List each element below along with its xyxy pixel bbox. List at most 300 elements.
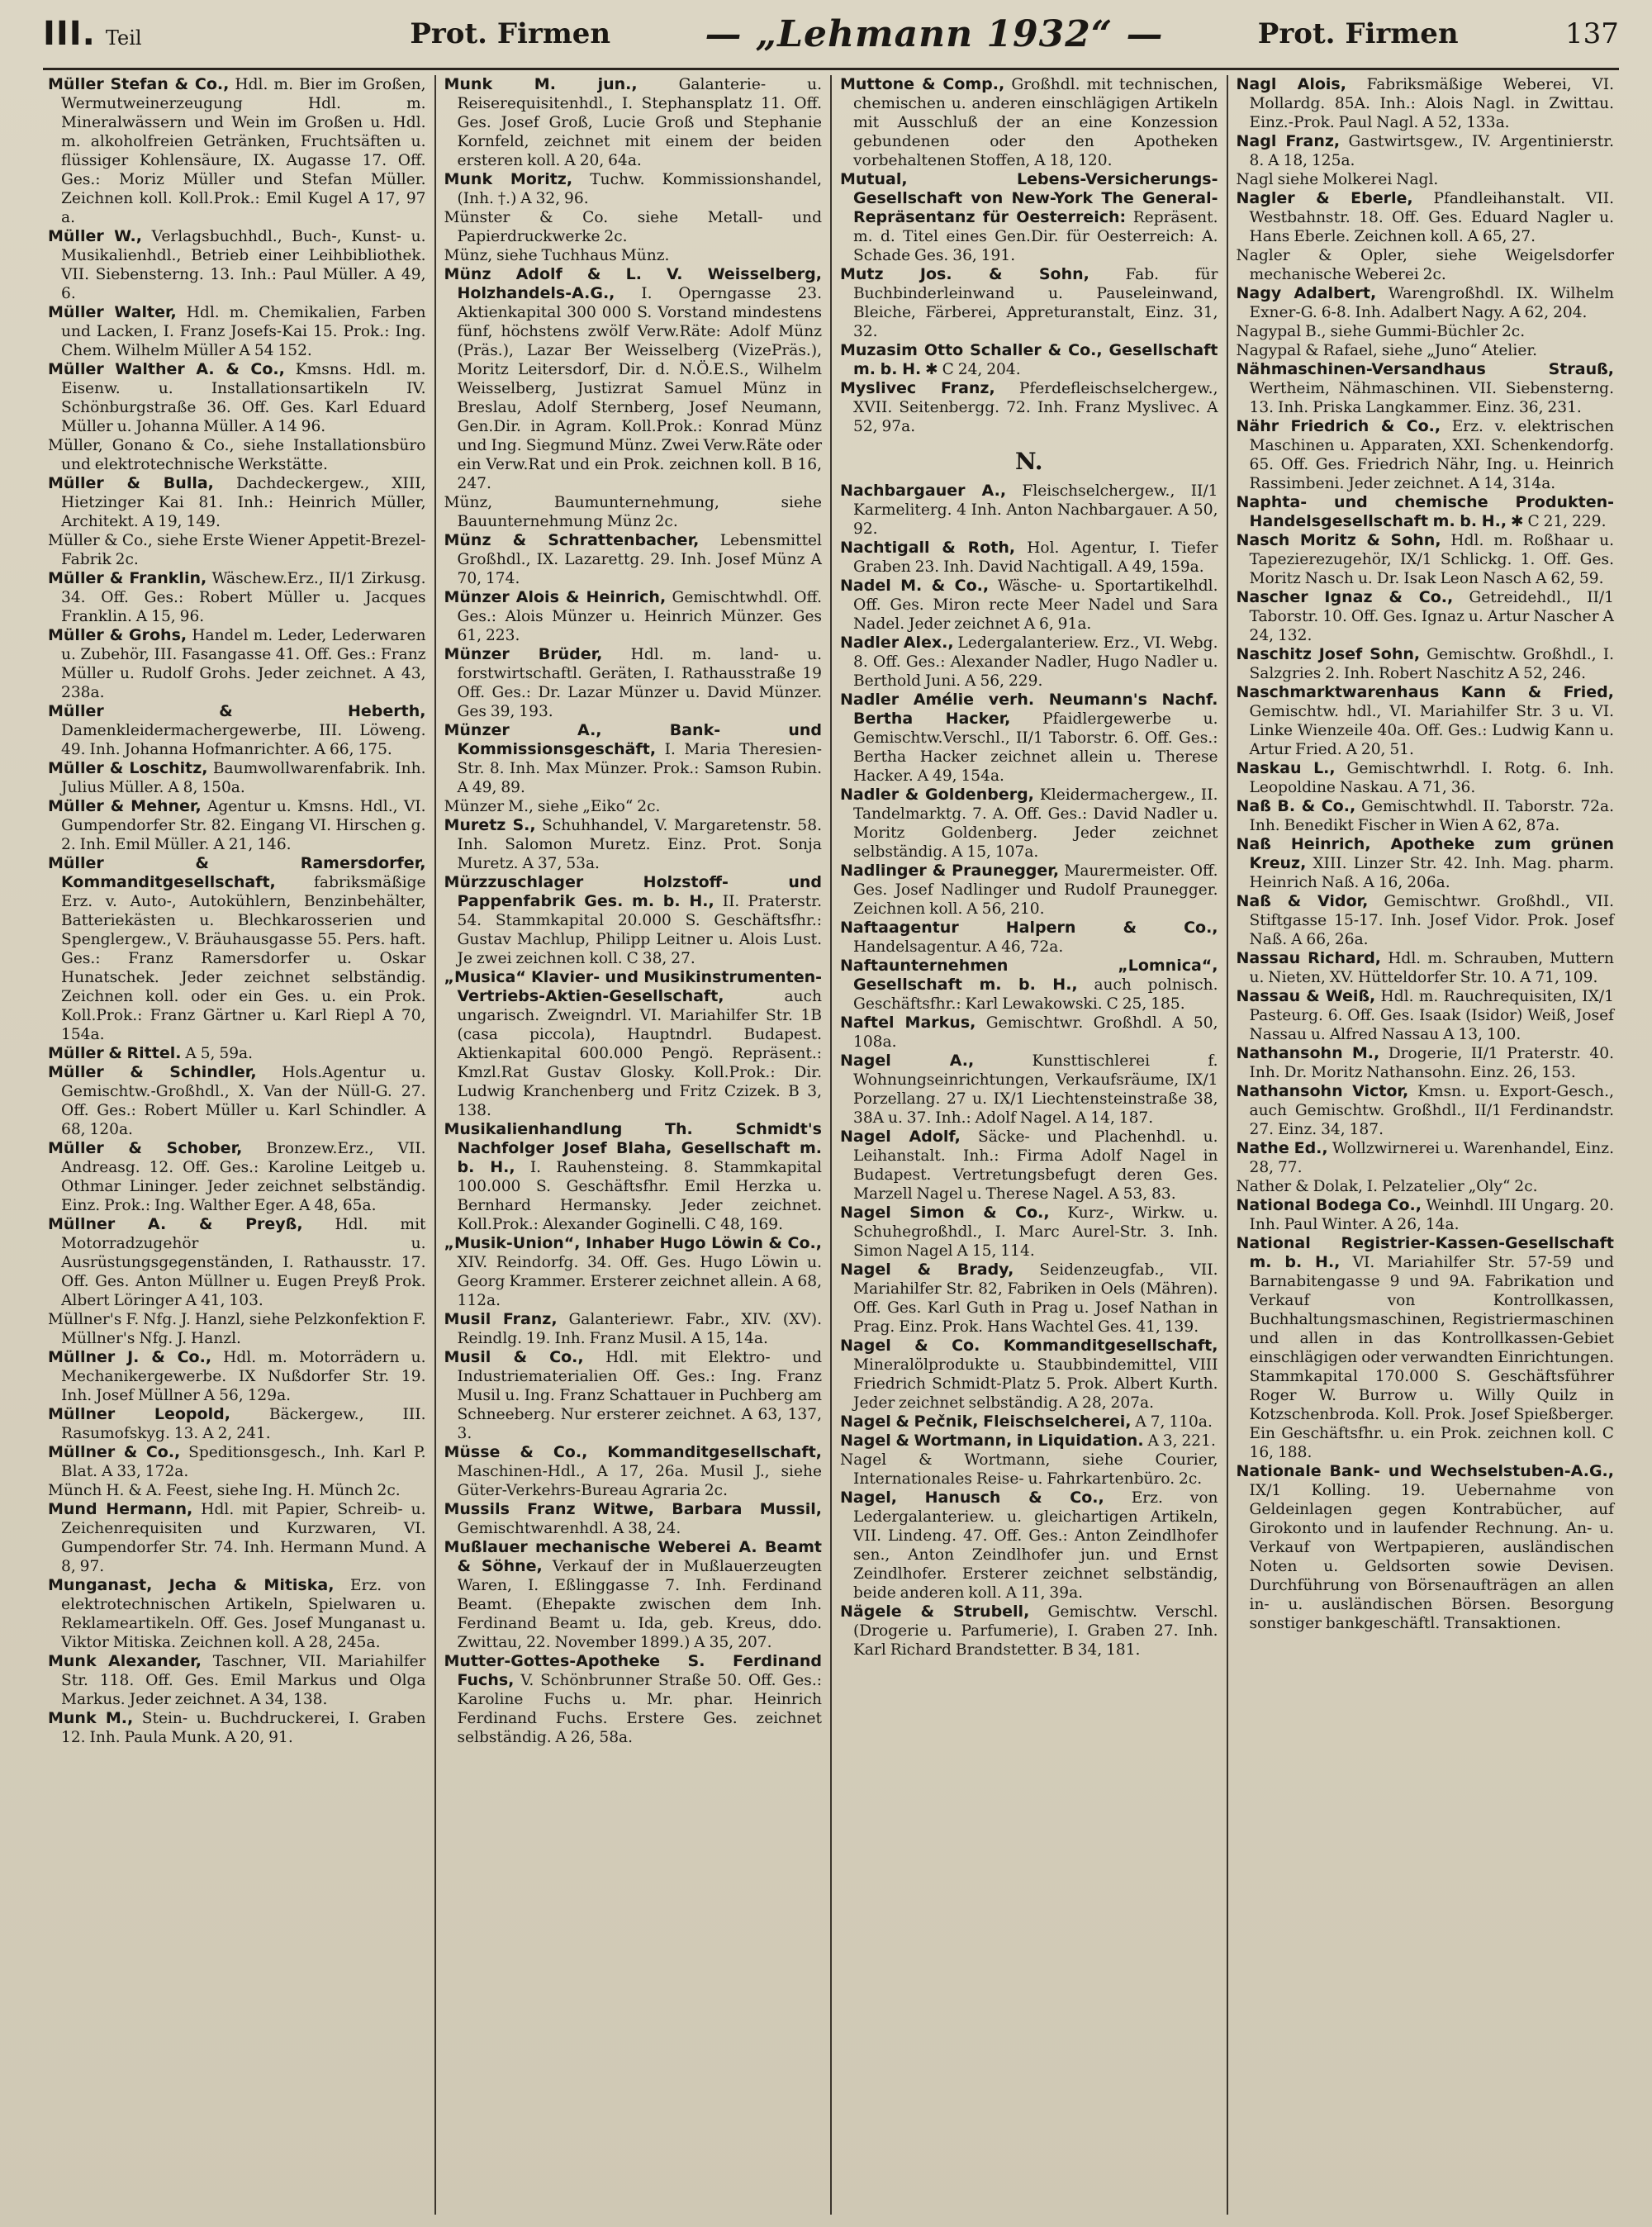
entry-details: Erz. von elektrotechnischen Artikeln, Spielwaren u. Reklameartikeln. Off. Ges. Josef Munganast u. Viktor Mitiska. Zeichnen koll. A 28, 245a. [61,1577,426,1651]
firm-name: Müller & Grohs, [48,626,188,644]
entry-details: Gemischtwr. Großhdl., VII. Stiftgasse 15-17. Inh. Josef Vidor. Prok. Josef Naß. A 66, 26a. [1249,893,1614,948]
firm-name: National Registrier-Kassen-Gesellschaft m. b. H., [1236,1234,1614,1271]
firm-name: Müller Stefan & Co., [48,75,230,93]
directory-entry [840,1204,1218,1261]
directory-entry [840,341,1218,379]
entry-details: A 5, 59a. [185,1045,254,1062]
entry-details: Mineralölprodukte u. Staubbindemittel, VIII Friedrich Schmidt-Platz 5. Prok. Albert Kurth. Jeder zeichnet selbständig. A 28, 207a. [853,1356,1218,1412]
entry-details: Säcke- und Plachenhdl. u. Leihanstalt. Inh.: Firma Adolf Nagel in Budapest. Vertretungsbefugt deren Ges. Marzell Nagel u. Therese Nagel. A 53, 83. [853,1128,1218,1203]
directory-entry [840,1052,1218,1128]
firm-name: Musil & Co., [444,1348,584,1366]
directory-entry [444,968,823,1120]
directory-entry [1237,417,1615,493]
directory-entry [1237,246,1615,284]
directory-entry [444,493,823,531]
directory-entry [840,1014,1218,1052]
entry-details: Hdl. m. Roßhaar u. Tapezierezugehör, IX/1 Schlickg. 1. Off. Ges. Moritz Nasch u. Dr. Isak Leon Nasch A 62, 59. [1249,532,1614,587]
firm-name: Müller & Bulla, [48,474,214,492]
entry-details: Wollzwirnerei u. Warenhandel, Einz. 28, 77. [1249,1140,1614,1176]
directory-entry [840,1432,1218,1451]
entry-details: Verlagsbuchhdl., Buch-, Kunst- u. Musikalienhdl., Betrieb einer Leihbibliothek. VII. Siebensterng. 13. Inh.: Paul Müller. A 49, 6. [61,228,426,302]
firm-name: Munganast, Jecha & Mitiska, [48,1576,335,1594]
directory-entry [840,1413,1218,1432]
directory-entry [48,759,426,797]
directory-entry [444,816,823,873]
firm-name: Myslivec Franz, [840,379,995,397]
entry-details: VI. Mariahilfer Str. 57-59 und Barnabitengasse 9 und 9A. Fabrikation und Verkauf von Kontrollkassen, Buchhaltungsmaschinen, Registriermaschinen und allen in das Kontrollkassen-Gebiet einschlägigen oder verwandten Einrichtungen. Stammkapital 170.000 S. Geschäftsführer Roger W. Burrow u. Willy Quilz in Kotzschenbroda. Koll. Prok. Josef Spießberger. Ein Geschäftsfhr. u. ein Prok. zeichnen koll. C 16, 188. [1249,1254,1615,1461]
entry-details: Pfaidlergewerbe u. Gemischtw.Verschl., II/1 Taborstr. 6. Off. Ges.: Bertha Hacker zeichnet allein u. Therese Hacker. A 49, 154a. [853,710,1218,785]
directory-entry [48,1500,426,1576]
firm-name: Munk M., [48,1709,134,1727]
entry-details: Nagl siehe Molkerei Nagl. [1236,171,1439,188]
firm-name: Müller & Rittel. [48,1044,182,1062]
entry-details: Gemischtwrhdl. I. Rotg. 6. Inh. Leopoldine Naskau. A 71, 36. [1249,760,1614,796]
directory-entry [48,1063,426,1139]
entry-details: Warengroßhdl. IX. Wilhelm Exner-G. 6-8. Inh. Adalbert Nagy. A 62, 204. [1249,285,1614,321]
entry-details: Hdl. m. Bier im Großen, Wermutweinerzeugung Hdl. m. Mineralwässern und Wein im Großen u. Hdl. m. alkoholfreien Getränken, Fruchtsäften u. flüssiger Kohlensäure, IX. Augasse 17. Off. Ges.: Moriz Müller und Stefan Müller. Zeichnen koll. Koll.Prok.: Emil Kugel A 17, 97 a. [61,76,426,226]
firm-name: Naß Heinrich, Apotheke zum grünen Kreuz, [1236,835,1614,872]
firm-name: Musil Franz, [444,1310,558,1328]
directory-entry [840,265,1218,341]
directory-entry [1237,1462,1615,1633]
directory-entry [48,1139,426,1215]
directory-entry [444,1120,823,1234]
entry-details: Hdl. m. Motorrädern u. Mechanikergewerbe. IX Nußdorfer Str. 19. Inh. Josef Müllner A 56, 129a. [61,1349,426,1404]
firm-name: „Musik-Union“, Inhaber Hugo Löwin & Co., [444,1234,822,1252]
directory-entry [840,482,1218,539]
column-3 [832,75,1228,2215]
directory-entry [48,797,426,854]
directory-entry [444,1500,823,1538]
column-1 [40,75,436,2215]
directory-entry [444,75,823,170]
firm-name: Münz & Schrattenbacher, [444,531,700,549]
entry-details: Hdl. m. Chemikalien, Farben und Lacken, I. Franz Josefs-Kai 15. Prok.: Ing. Chem. Wilhelm Müller A 54 152. [61,304,426,359]
header-title: — „Lehmann 1932“ — [705,12,1164,55]
directory-entry [444,531,823,588]
header-part [43,15,316,53]
directory-entry [1237,1044,1615,1082]
entry-details: Maurermeister. Off. Ges. Josef Nadlinger und Rudolf Praunegger. Zeichnen koll. A 56, 210. [853,862,1218,918]
directory-entry [840,919,1218,957]
directory-entry [840,1489,1218,1603]
entry-details: Seidenzeugfab., VII. Mariahilfer Str. 82, Fabriken in Oels (Mähren). Off. Ges. Karl Guth in Prag u. Josef Nathan in Prag. Einz. Prok. Hans Wachtel Ges. 41, 139. [853,1261,1218,1336]
firm-name: Munk Alexander, [48,1652,202,1670]
entry-details: Baumwollwarenfabrik. Inh. Julius Müller. A 8, 150a. [61,760,426,796]
entry-details: Nather & Dolak, I. Pelzatelier „Oly“ 2c. [1236,1178,1538,1195]
entry-details: Münz, siehe Tuchhaus Münz. [444,247,670,264]
entry-details: Erz. von Ledergalanteriew. u. gleichartigen Artikeln, VII. Lindeng. 47. Off. Ges.: Anton Zeindlhofer sen., Anton Zeindlhofer jun. und Ernst Zeindlhofer. Ersterer zeichnet selbständig, beide anderen koll. A 11, 39a. [853,1489,1218,1602]
firm-name: Nathansohn M., [1236,1044,1380,1062]
directory-entry [840,957,1218,1014]
firm-name: Mußlauer mechanische Weberei A. Beamt & Söhne, [444,1538,822,1575]
directory-entry [1237,531,1615,588]
directory-entry [1237,588,1615,645]
directory-entry [1237,322,1615,341]
entry-details: Wäsche- u. Sportartikelhdl. Off. Ges. Miron recte Meer Nadel und Sara Nadel. Jeder zeichnet A 6, 91a. [853,577,1218,633]
directory-entry [444,1538,823,1652]
entry-details: Gemischtw. hdl., VI. Mariahilfer Str. 3 u. VI. Linke Wienzeile 40a. Off. Ges.: Ludwig Kann u. Artur Fried. A 20, 51. [1249,703,1614,758]
entry-details: Dachdeckergew., XIII, Hietzinger Kai 81. Inh.: Heinrich Müller, Architekt. A 19, 149. [61,475,426,530]
directory-entry [1237,341,1615,360]
entry-details: Kleidermachergew., II. Tandelmarktg. 7. A. Off. Ges.: David Nadler u. Moritz Goldenberg. Jeder zeichnet selbständig. A 15, 107a. [853,786,1218,861]
directory-entry [1237,1139,1615,1177]
directory-entry [444,1652,823,1747]
firm-name: Münzer Brüder, [444,645,603,663]
directory-entry [1237,493,1615,531]
firm-name: Nascher Ignaz & Co., [1236,588,1454,606]
entry-details: Münch H. & A. Feest, siehe Ing. H. Münch 2c. [48,1482,401,1499]
directory-entry [1237,892,1615,949]
firm-name: National Bodega Co., [1236,1196,1422,1214]
firm-name: Nähmaschinen-Versandhaus Strauß, [1236,360,1614,378]
entry-details: XIV. Reindorfg. 34. Off. Ges. Hugo Löwin u. Georg Krammer. Ersterer zeichnet allein. A 68, 112a. [457,1254,822,1309]
directory-entry [48,1348,426,1405]
firm-name: Müllner Leopold, [48,1405,230,1423]
columns [40,75,1622,2215]
directory-entry [840,170,1218,265]
directory-entry [1237,360,1615,417]
firm-name: Müller & Schober, [48,1139,243,1157]
firm-name: Münzer A., Bank- und Kommissionsgeschäft, [444,721,822,758]
entry-details: Weinhdl. III Ungarg. 20. Inh. Paul Winter. A 26, 14a. [1249,1197,1614,1233]
column-4 [1228,75,1623,2215]
entry-details: Pfandleihanstalt. VII. Westbahnstr. 18. Off. Ges. Eduard Nagler u. Hans Eberle. Zeichnen koll. A 65, 27. [1249,190,1615,245]
entry-details: II. Praterstr. 54. Stammkapital 20.000 S. Geschäftsfhr.: Gustav Machlup, Philipp Leitner u. Alois Lust. Je zwei zeichnen koll. C 38, 27. [457,893,822,967]
entry-details: auch polnisch. Geschäftsfhr.: Karl Lewakowski. C 25, 185. [853,976,1218,1013]
firm-name: Mürzzuschlager Holzstoff- und Pappenfabrik Ges. m. b. H., [444,873,822,910]
firm-name: Müller Walter, [48,303,177,321]
directory-entry [444,797,823,816]
directory-entry [48,854,426,1044]
entry-details: Bronzew.Erz., VII. Andreasg. 12. Off. Ges.: Karoline Leitgeb u. Othmar Lininger. Jeder zeichnet selbständig. Einz. Prok.: Ing. Walther Eger. A 48, 65a. [61,1140,426,1214]
directory-entry [48,1709,426,1747]
entry-details: Maschinen-Hdl., A 17, 26a. Musil J., siehe Güter-Verkehrs-Bureau Agraria 2c. [457,1463,822,1499]
firm-name: Nagel & Pečnik, Fleischselcherei, [840,1413,1132,1431]
directory-entry [444,588,823,645]
entry-details: Wäschew.Erz., II/1 Zirkusg. 34. Off. Ges.: Robert Müller u. Jacques Franklin. A 15, 96. [61,570,426,625]
firm-name: Muretz S., [444,816,536,834]
firm-name: Nagel Simon & Co., [840,1204,1050,1222]
directory-entry [444,645,823,721]
directory-entry [840,379,1218,436]
firm-name: Nachtigall & Roth, [840,539,1016,557]
directory-entry [444,170,823,208]
entry-details: Müller, Gonano & Co., siehe Installationsbüro und elektrotechnische Werkstätte. [48,437,426,473]
directory-entry [1237,835,1615,892]
directory-entry [48,1576,426,1652]
entry-details: Handel m. Leder, Lederwaren u. Zubehör, III. Fasangasse 41. Off. Ges.: Franz Müller u. Rudolf Grohs. Jeder zeichnet. A 43, 238a. [61,627,426,701]
directory-entry [48,436,426,474]
directory-entry [48,626,426,702]
entry-details: Fabriksmäßige Weberei, VI. Mollardg. 85A. Inh.: Alois Nagl. in Zwittau. Einz.-Prok. Paul Nagl. A 52, 133a. [1249,76,1614,131]
firm-name: Nasch Moritz & Sohn, [1236,531,1441,549]
entry-details: Kmsns. Hdl. m. Eisenw. u. Installationsartikeln IV. Schönburgstraße 36. Off. Ges. Karl Eduard Müller u. Johanna Müller. A 14 96. [61,361,426,435]
directory-entry [1237,1196,1615,1234]
firm-name: Naftel Markus, [840,1014,976,1032]
directory-entry [444,265,823,493]
firm-name: Naschmarktwarenhaus Kann & Fried, [1236,683,1614,701]
firm-name: Nähr Friedrich & Co., [1236,417,1441,435]
firm-name: Nadlinger & Praunegger, [840,862,1060,880]
firm-name: Nagel & Co. Kommanditgesellschaft, [840,1337,1218,1355]
firm-name: Müllner A. & Preyß, [48,1215,303,1233]
firm-name: Musikalienhandlung Th. Schmidt's Nachfolger Josef Blaha, Gesellschaft m. b. H., [444,1120,822,1176]
entry-details: Getreidehdl., II/1 Taborstr. 10. Off. Ges. Ignaz u. Artur Nascher A 24, 132. [1249,589,1615,644]
firm-name: Nathe Ed., [1236,1139,1328,1157]
entry-details: Schuhhandel, V. Margaretenstr. 58. Inh. Salomon Muretz. Einz. Prot. Sonja Muretz. A 37, 53a. [457,817,822,872]
firm-name: Nagel A., [840,1052,975,1070]
firm-name: Nassau Richard, [1236,949,1382,967]
entry-details: Speditionsgesch., Inh. Karl P. Blat. A 33, 172a. [61,1444,426,1480]
entry-details: Gemischtwhdl. II. Taborstr. 72a. Inh. Benedikt Fischer in Wien A 62, 87a. [1249,798,1614,834]
entry-details: Erz. v. elektrischen Maschinen u. Apparaten, XXI. Schenkendorfg. 65. Off. Ges. Friedrich Nähr, Ing. u. Heinrich Rassimbeni. Jeder zeichnet. A 14, 314a. [1249,418,1614,492]
directory-entry [1237,949,1615,987]
directory-entry [444,246,823,265]
entry-details: XIII. Linzer Str. 42. Inh. Mag. pharm. Heinrich Naß. A 16, 206a. [1249,855,1614,891]
entry-details: Nagypal B., siehe Gummi-Büchler 2c. [1236,323,1526,340]
entry-details: Gemischtwarenhdl. A 38, 24. [457,1520,681,1537]
directory-entry [840,1128,1218,1204]
entry-details: I. Operngasse 23. Aktienkapital 300 000 S. Vorstand mindestens fünf, höchstens zwölf Verw.Räte: Adolf Münz (Präs.), Lazar Ber Weisselberg (VizePräs.), Moritz Leitersdorf, Dir. d. N.Ö.E.S., Wilhelm Weisselberg, Justizrat Samuel Münz in Breslau, Adolf Sternberg, Josef Neumann, Gen.Dir. in Agram. Koll.Prok.: Konrad Münz und Ing. Siegmund Münz. Zwei Verw.Räte oder ein Verw.Rat und ein Prok. zeichnen koll. B 16, 247. [457,285,822,492]
entry-details: auch ungarisch. Zweigndrl. VI. Mariahilfer Str. 1B (casa piccola), Hauptndrl. Budapest. Aktienkapital 600.000 Pengö. Repräsent.: Kmzl.Rat Gustav Glosky. Koll.Prok.: Dir. Ludwig Kranchenberg und Fritz Czizek. B 3, 138. [457,988,822,1119]
entry-details: Agentur u. Kmsns. Hdl., VI. Gumpendorfer Str. 82. Eingang VI. Hirschen g. 2. Inh. Emil Müller. A 21, 146. [61,798,426,853]
firm-name: Nathansohn Victor, [1236,1082,1409,1100]
firm-name: Naschitz Josef Sohn, [1236,645,1421,663]
entry-details: Damenkleidermachergewerbe, III. Löweng. 49. Inh. Johanna Hofmanrichter. A 66, 175. [61,722,426,758]
firm-name: Müllner & Co., [48,1443,181,1461]
entry-details: Galanteriewr. Fabr., XIV. (XV). Reindlg. 19. Inh. Franz Musil. A 15, 14a. [457,1311,822,1347]
entry-details: Fleischselchergew., II/1 Karmeliterg. 4 Inh. Anton Nachbargauer. A 50, 92. [853,482,1218,538]
entry-details: Kmsn. u. Export-Gesch., auch Gemischtw. Großhdl., II/1 Ferdinandstr. 27. Einz. 34, 187. [1249,1083,1614,1138]
entry-details: Nagel & Wortmann, siehe Courier, Internationales Reise- u. Fahrkartenbüro. 2c. [840,1451,1218,1488]
firm-name: Müller & Mehner, [48,797,202,815]
directory-entry [444,721,823,797]
firm-name: Nationale Bank- und Wechselstuben-A.G., [1236,1462,1614,1480]
directory-entry [1237,759,1615,797]
directory-entry [444,208,823,246]
firm-name: Naskau L., [1236,759,1336,777]
entry-details: Drogerie, II/1 Praterstr. 40. Inh. Dr. Moritz Nathansohn. Einz. 26, 153. [1249,1045,1614,1081]
entry-details: Wertheim, Nähmaschinen. VII. Siebensterng. 13. Inh. Priska Langkammer. Einz. 36, 231. [1249,380,1614,416]
column-2 [436,75,833,2215]
firm-name: Nadel M. & Co., [840,577,990,595]
firm-name: Nagel, Hanusch & Co., [840,1489,1104,1507]
directory-entry [1237,170,1615,189]
entry-details: Hdl. mit Elektro- und Industriematerialien Off. Ges.: Ing. Franz Musil u. Ing. Franz Schattauer in Puchberg am Schneeberg. Nur ersterer zeichnet. A 63, 137, 3. [457,1349,822,1442]
firm-name: Muzasim Otto Schaller & Co., Gesellschaft m. b. H. [840,341,1218,378]
directory-entry [1237,1234,1615,1462]
page-number: 137 [1565,17,1619,50]
page-header [43,0,1619,70]
firm-name: Mutz Jos. & Sohn, [840,265,1089,283]
entry-details: Handelsagentur. A 46, 72a. [853,938,1064,956]
directory-entry [48,1044,426,1063]
entry-details: Hols.Agentur u. Gemischtw.-Großhdl., X. Van der Nüll-G. 27. Off. Ges.: Robert Müller u. Karl Schindler. A 68, 120a. [61,1064,426,1138]
firm-name: Naftaagentur Halpern & Co., [840,919,1218,937]
directory-entry [444,1348,823,1443]
directory-entry [48,569,426,626]
entry-details: Hdl. mit Motorradzugehör u. Ausrüstungsgegenständen, I. Rathausstr. 17. Off. Ges. Anton Müllner u. Eugen Preyß Prok. Albert Löringer A 41, 103. [61,1216,426,1309]
firm-name: Müller W., [48,227,142,245]
entry-details: Hdl. m. land- u. forstwirtschaftl. Geräten, I. Rathausstraße 19 Off. Ges.: Dr. Lazar Münzer u. David Münzer. Ges 39, 193. [457,646,822,720]
firm-name: Nagl Franz, [1236,132,1341,150]
firm-name: Müller & Heberth, [48,702,426,720]
firm-name: Mutter-Gottes-Apotheke S. Ferdinand Fuchs, [444,1652,822,1689]
entry-details: Gemischtwr. Großhdl. A 50, 108a. [853,1014,1218,1051]
directory-entry [48,1652,426,1709]
entry-details: ✱ C 24, 204. [925,361,1021,378]
firm-name: Müllner J. & Co., [48,1348,212,1366]
firm-name: Nagel Adolf, [840,1128,961,1146]
section-letter: N. [1014,448,1043,475]
entry-details: Pferdefleischselchergew., XVII. Seitenbergg. 72. Inh. Franz Myslivec. A 52, 97a. [853,380,1218,435]
entry-details: IX/1 Kolling. 19. Uebernahme von Geldeinlagen gegen Kontrabücher, auf Girokonto und in laufender Rechnung. An- u. Verkauf von Wertpapieren, ausländischen Noten u. Geldsorten sowie Devisen. Durchführung von Börsenaufträgen an allen in- u. ausländischen Börsen. Besorgung sonstiger bankgeschäftl. Transaktionen. [1249,1482,1614,1632]
directory-entry [48,303,426,360]
entry-details: Gemischtw. Großhdl., I. Salzgries 2. Inh. Robert Naschitz A 52, 246. [1249,646,1614,682]
firm-name: Müsse & Co., Kommanditgesellschaft, [444,1443,822,1461]
firm-name: Nagler & Eberle, [1236,189,1413,207]
directory-entry [1237,683,1615,759]
firm-name: Müller & Schindler, [48,1063,257,1081]
directory-entry [1237,797,1615,835]
firm-name: Nägele & Strubell, [840,1603,1030,1621]
entry-details: Repräsent. m. d. Titel eines Gen.Dir. für Oesterreich: A. Schade Ges. 36, 191. [853,209,1218,264]
entry-details: I. Rauhensteing. 8. Stammkapital 100.000 S. Geschäftsfhr. Emil Herzka u. Bernhard Hermansky. Jeder zeichnet. Koll.Prok.: Alexander Goginelli. C 48, 169. [457,1159,822,1233]
directory-entry [48,1215,426,1310]
directory-entry [840,539,1218,577]
firm-name: Müller & Loschitz, [48,759,208,777]
firm-name: Nachbargauer A., [840,482,1007,500]
entry-details: A 3, 221. [1147,1432,1216,1450]
entry-details: Hol. Agentur, I. Tiefer Graben 23. Inh. David Nachtigall. A 49, 159a. [853,539,1218,576]
firm-name: Munk M. jun., [444,75,638,93]
directory-entry [48,360,426,436]
entry-details: Hdl. mit Papier, Schreib- u. Zeichenrequisiten und Kurzwaren, VI. Gumpendorfer Str. 74. Inh. Hermann Mund. A 8, 97. [61,1501,426,1575]
entry-details: Kurz-, Wirkw. u. Schuhegroßhdl., I. Marc Aurel-Str. 3. Inh. Simon Nagel A 15, 114. [853,1204,1218,1260]
directory-entry [1237,284,1615,322]
directory-entry [444,1234,823,1310]
entry-details: I. Maria Theresien-Str. 8. Inh. Max Münzer. Prok.: Samson Rubin. A 49, 89. [457,741,822,796]
directory-entry [1237,645,1615,683]
directory-entry [48,1481,426,1500]
entry-details: Galanterie- u. Reiserequisitenhdl., I. Stephansplatz 11. Off. Ges. Josef Groß, Lucie Groß und Stephanie Kornfeld, zeichnet mit einem der beiden ersteren koll. A 20, 64a. [457,76,822,169]
firm-name: Naß & Vidor, [1236,892,1369,910]
directory-entry [444,873,823,968]
entry-details: Gastwirtsgew., IV. Argentinierstr. 8. A 18, 125a. [1249,133,1614,169]
firm-name: Münzer Alois & Heinrich, [444,588,667,606]
firm-name: Nagl Alois, [1236,75,1346,93]
directory-entry [444,1310,823,1348]
entry-details: Nagypal & Rafael, siehe „Juno“ Atelier. [1236,342,1538,359]
entry-details: Großhdl. mit technischen, chemischen u. anderen einschlägigen Artikeln mit Ausschluß der an eine Konzession gebundenen oder den Apotheken vorbehaltenen Stoffen, A 18, 120. [853,76,1218,169]
entry-details: Müller & Co., siehe Erste Wiener Appetit-Brezel-Fabrik 2c. [48,532,426,568]
entry-details: Müllner's F. Nfg. J. Hanzl, siehe Pelzkonfektion F. Müllner's Nfg. J. Hanzl. [48,1311,426,1347]
entry-details: Kunsttischlerei f. Wohnungseinrichtungen, Verkaufsräume, IX/1 Porzellang. 27 u. IX/1 Liechtensteinstraße 38, 38A u. 37. Inh.: Adolf Nagel. A 14, 187. [853,1052,1218,1127]
firm-name: Nagel & Brady, [840,1261,1014,1279]
directory-entry [840,1451,1218,1489]
firm-name: Naß B. & Co., [1236,797,1356,815]
directory-entry [1237,1177,1615,1196]
entry-details: Münz, Baumunternehmung, siehe Bauunternehmung Münz 2c. [444,494,822,530]
directory-entry [48,1443,426,1481]
entry-details: Hdl. m. Rauchrequisiten, IX/1 Pasteurg. 6. Off. Ges. Isaak (Isidor) Weiß, Josef Nassau u. Alfred Nassau A 13, 100. [1249,988,1614,1043]
firm-name: Nadler Amélie verh. Neumann's Nachf. Bertha Hacker, [840,691,1218,728]
firm-name: Nadler Alex., [840,634,954,652]
firm-name: Nadler & Goldenberg, [840,786,1034,804]
firm-name: Müller & Franklin, [48,569,207,587]
directory-entry [840,577,1218,634]
firm-name: Naphta- und chemische Produkten-Handelsgesellschaft m. b. H., [1236,493,1614,530]
entry-details: Taschner, VII. Mariahilfer Str. 118. Off. Ges. Emil Markus und Olga Markus. Jeder zeichnet. A 34, 138. [61,1653,426,1708]
directory-entry [48,75,426,227]
directory-entry [840,691,1218,786]
firm-name: Munk Moritz, [444,170,573,188]
firm-name: Naftaunternehmen „Lomnica“, Gesellschaft m. b. H., [840,957,1218,994]
firm-name: Nagel & Wortmann, in Liquidation. [840,1432,1144,1450]
directory-entry [840,75,1218,170]
entry-details: Stein- u. Buchdruckerei, I. Graben 12. Inh. Paula Munk. A 20, 91. [61,1710,426,1746]
directory-entry [48,474,426,531]
entry-details: V. Schönbrunner Straße 50. Off. Ges.: Karoline Fuchs u. Mr. phar. Heinrich Ferdinand Fuchs. Erstere Ges. zeichnet selbständig. A 26, 58a. [457,1672,822,1746]
entry-details: Nagler & Opler, siehe Weigelsdorfer mechanische Weberei 2c. [1236,247,1614,283]
firm-name: Nassau & Weiß, [1236,987,1376,1005]
entry-details: Tuchw. Kommissionshandel, (Inh. †.) A 32, 96. [457,171,822,207]
directory-entry [840,1261,1218,1337]
directory-entry [48,1310,426,1348]
directory-entry [840,1603,1218,1660]
directory-entry [840,786,1218,862]
entry-details: fabriksmäßige Erz. v. Auto-, Autokühlern, Benzinbehälter, Batteriekästen u. Blechkarosserien und Spenglergew., V. Bräuhausgasse 55. Pers. haft. Ges.: Franz Ramersdorfer u. Oskar Hunatschek. Jeder zeichnet selbständig. Zeichnen koll. oder ein Ges. u. ein Prok. Koll.Prok.: Franz Gärtner u. Karl Riepl A 70, 154a. [61,874,426,1043]
entry-details: A 7, 110a. [1135,1413,1213,1431]
directory-entry [48,227,426,303]
entry-details: Verkauf der in Mußlauerzeugten Waren, I. Eßlinggasse 7. Inh. Ferdinand Beamt. (Ehepakte zwischen dem Inh. Ferdinand Beamt u. Ida, geb. Kreus, ddo. Zwittau, 22. November 1899.) A 35, 207. [457,1558,823,1651]
entry-details: Münzer M., siehe „Eiko“ 2c. [444,798,661,815]
entry-details: Gemischtwhdl. Off. Ges.: Alois Münzer u. Heinrich Münzer. Ges 61, 223. [457,589,822,644]
firm-name: Müller & Ramersdorfer, Kommanditgesellschaft, [48,854,426,891]
directory-entry [840,862,1218,919]
part-number: III. [43,15,96,53]
directory-entry [1237,75,1615,132]
firm-name: Nagy Adalbert, [1236,284,1377,302]
entry-details: Hdl. m. Schrauben, Muttern u. Nieten, XV. Hütteldorfer Str. 10. A 71, 109. [1249,950,1614,986]
header-section-left: Prot. Firmen [410,17,611,50]
directory-entry [1237,1082,1615,1139]
directory-entry [840,634,1218,691]
firm-name: Mutual, Lebens-Versicherungs-Gesellschaft von New-York The General-Repräsentanz für Oesterreich: [840,170,1218,226]
directory-entry [444,1443,823,1500]
firm-name: Münz Adolf & L. V. Weisselberg, Holzhandels-A.G., [444,265,822,302]
directory-entry [1237,987,1615,1044]
directory-entry [1237,189,1615,246]
entry-details: Lebensmittel Großhdl., IX. Lazarettg. 29. Inh. Josef Münz A 70, 174. [457,532,822,587]
part-suffix: Teil [105,26,142,50]
directory-entry [48,702,426,759]
firm-name: „Musica“ Klavier- und Musikinstrumenten-Vertriebs-Aktien-Gesellschaft, [444,968,822,1005]
directory-entry [48,1405,426,1443]
firm-name: Mund Hermann, [48,1500,193,1518]
firm-name: Muttone & Comp., [840,75,1005,93]
entry-details: ✱ C 21, 229. [1510,513,1607,530]
firm-name: Müller Walther A. & Co., [48,360,285,378]
entry-details: Fab. für Buchbinderleinwand u. Pauseleinwand, Bleiche, Färberei, Appreturanstalt, Einz. 31, 32. [853,266,1218,340]
firm-name: Mussils Franz Witwe, Barbara Mussil, [444,1500,822,1518]
entry-details: Ledergalanteriew. Erz., VI. Webg. 8. Off. Ges.: Alexander Nadler, Hugo Nadler u. Berthold Juni. A 56, 229. [853,634,1218,690]
directory-entry [1237,132,1615,170]
header-section-right: Prot. Firmen [1257,17,1459,50]
directory-entry [48,531,426,569]
entry-details: Bäckergew., III. Rasumofskyg. 13. A 2, 241. [61,1406,426,1442]
